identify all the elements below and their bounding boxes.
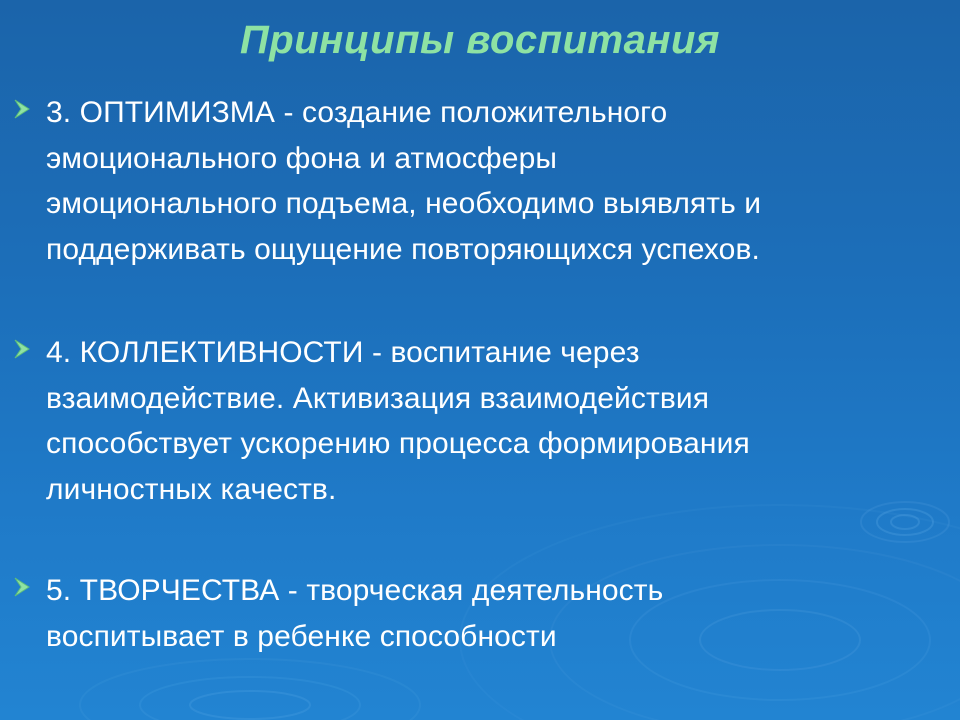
bullet-text: 3. ОПТИМИЗМА - создание положительного эмоционального фона и атмосферы эмоционального подъема, необходимо выявлять и поддерживать ощущение повторяющихся успехов. [46, 96, 762, 266]
chevron-right-icon [12, 90, 46, 122]
chevron-right-icon [12, 568, 46, 600]
slide-title: Принципы воспитания [240, 18, 720, 62]
bullet-text: 4. КОЛЛЕКТИВНОСТИ - воспитание через взаимодействие. Активизация взаимодействия способствует ускорению процесса формирования личностных качеств. [46, 336, 750, 506]
chevron-right-icon [12, 330, 46, 362]
bullet-text: 5. ТВОРЧЕСТВА - творческая деятельность воспитывает в ребенке способности [46, 574, 664, 653]
bullet-creativity [12, 568, 942, 659]
bullet-collectivity [12, 330, 942, 512]
bullet-optimism [12, 90, 942, 272]
